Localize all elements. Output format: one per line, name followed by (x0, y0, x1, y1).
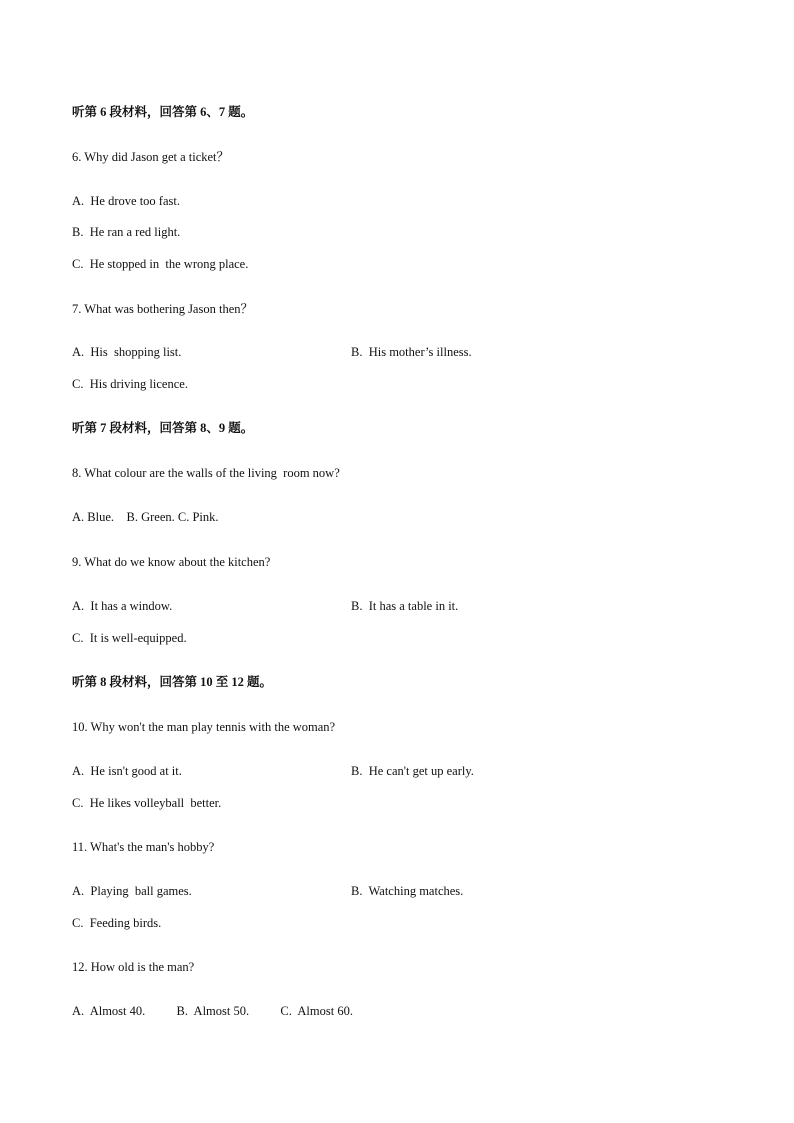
option-c: C. Feeding birds. (72, 916, 162, 930)
question-stem: 8. What colour are the walls of the living room now? (72, 466, 340, 480)
question-stem: 6. Why did Jason get a ticket？ (72, 150, 230, 164)
option-b: B. He can't get up early. (351, 764, 474, 778)
question-stem: 12. How old is the man? (72, 960, 195, 974)
option-a: A. His shopping list. (72, 345, 182, 359)
section-heading: 听第 6 段材料，回答第 6、7 题。 (72, 105, 254, 119)
options-line: A. Almost 40. B. Almost 50. C. Almost 60. (72, 1004, 353, 1018)
question-stem: 7. What was bothering Jason then？ (72, 302, 253, 316)
option-b: B. It has a table in it. (351, 599, 459, 613)
option-c: C. He likes volleyball better. (72, 796, 222, 810)
option-a: A. Playing ball games. (72, 884, 192, 898)
option-c: C. His driving licence. (72, 377, 188, 391)
option-c: C. He stopped in the wrong place. (72, 257, 249, 271)
option-b: B. His mother’s illness. (351, 345, 472, 359)
option-b: B. He ran a red light. (72, 225, 181, 239)
option-c: C. It is well-equipped. (72, 631, 187, 645)
option-b: B. Watching matches. (351, 884, 464, 898)
question-stem: 11. What's the man's hobby? (72, 840, 215, 854)
option-a: A. He isn't good at it. (72, 764, 182, 778)
options-line: A. Blue. B. Green. C. Pink. (72, 510, 219, 524)
question-stem: 9. What do we know about the kitchen? (72, 555, 271, 569)
section-heading: 听第 7 段材料，回答第 8、9 题。 (72, 421, 254, 435)
option-a: A. It has a window. (72, 599, 173, 613)
section-heading: 听第 8 段材料，回答第 10 至 12 题。 (72, 675, 273, 689)
option-a: A. He drove too fast. (72, 194, 180, 208)
question-stem: 10. Why won't the man play tennis with the woman? (72, 720, 336, 734)
